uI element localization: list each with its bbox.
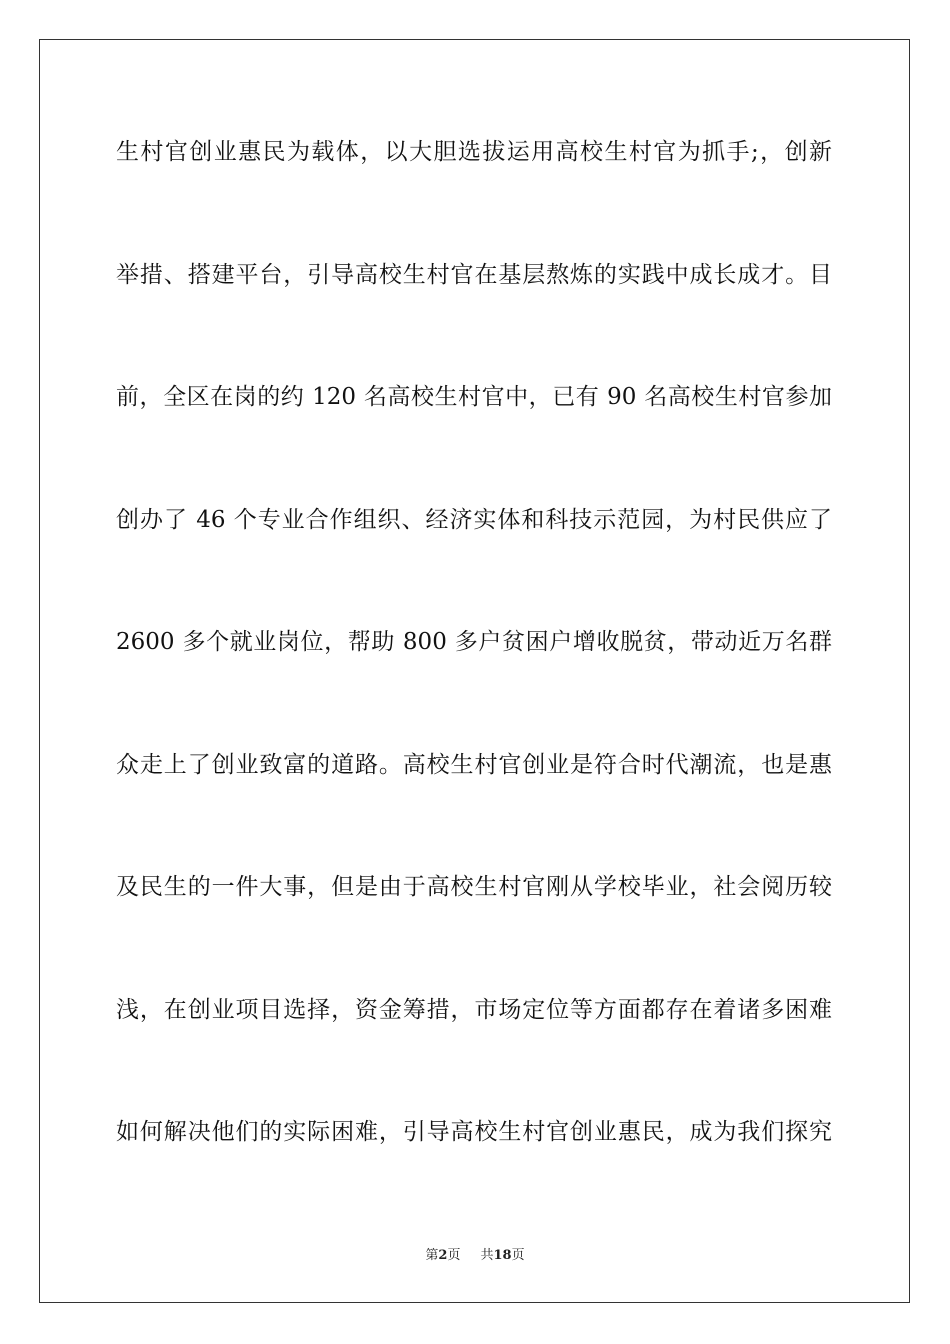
total-page-count: 18 (493, 1248, 512, 1263)
total-suffix: 页 (511, 1248, 525, 1263)
page-number (425, 1248, 460, 1263)
current-page: 2 (438, 1248, 448, 1263)
body-text (116, 128, 832, 1231)
text-line-5: 2600 多个就业岗位，帮助 800 多户贫困户增收脱贫，带动近万名群 (116, 629, 832, 655)
text-line-9: 如何解决他们的实际困难，引导高校生村官创业惠民，成为我们探究 (116, 1119, 832, 1145)
text-line-4: 创办了 46 个专业合作组织、经济实体和科技示范园，为村民供应了 (116, 506, 832, 533)
text-line-1: 生村官创业惠民为载体，以大胆选拔运用高校生村官为抓手;，创新 (116, 139, 832, 165)
text-line-6: 众走上了创业致富的道路。高校生村官创业是符合时代潮流，也是惠 (116, 751, 832, 778)
page-footer (0, 1247, 950, 1265)
text-line-3: 前，全区在岗的约 120 名高校生村官中，已有 90 名高校生村官参加 (116, 384, 832, 410)
page-suffix: 页 (447, 1248, 461, 1263)
page-prefix: 第 (425, 1248, 439, 1263)
total-prefix: 共 (480, 1248, 494, 1263)
total-pages (480, 1248, 524, 1263)
text-line-7: 及民生的一件大事，但是由于高校生村官刚从学校毕业，社会阅历较 (116, 874, 832, 900)
text-line-2: 举措、搭建平台，引导高校生村官在基层熬炼的实践中成长成才。目 (116, 261, 832, 288)
text-line-8: 浅，在创业项目选择，资金筹措，市场定位等方面都存在着诸多困难 (116, 996, 832, 1023)
